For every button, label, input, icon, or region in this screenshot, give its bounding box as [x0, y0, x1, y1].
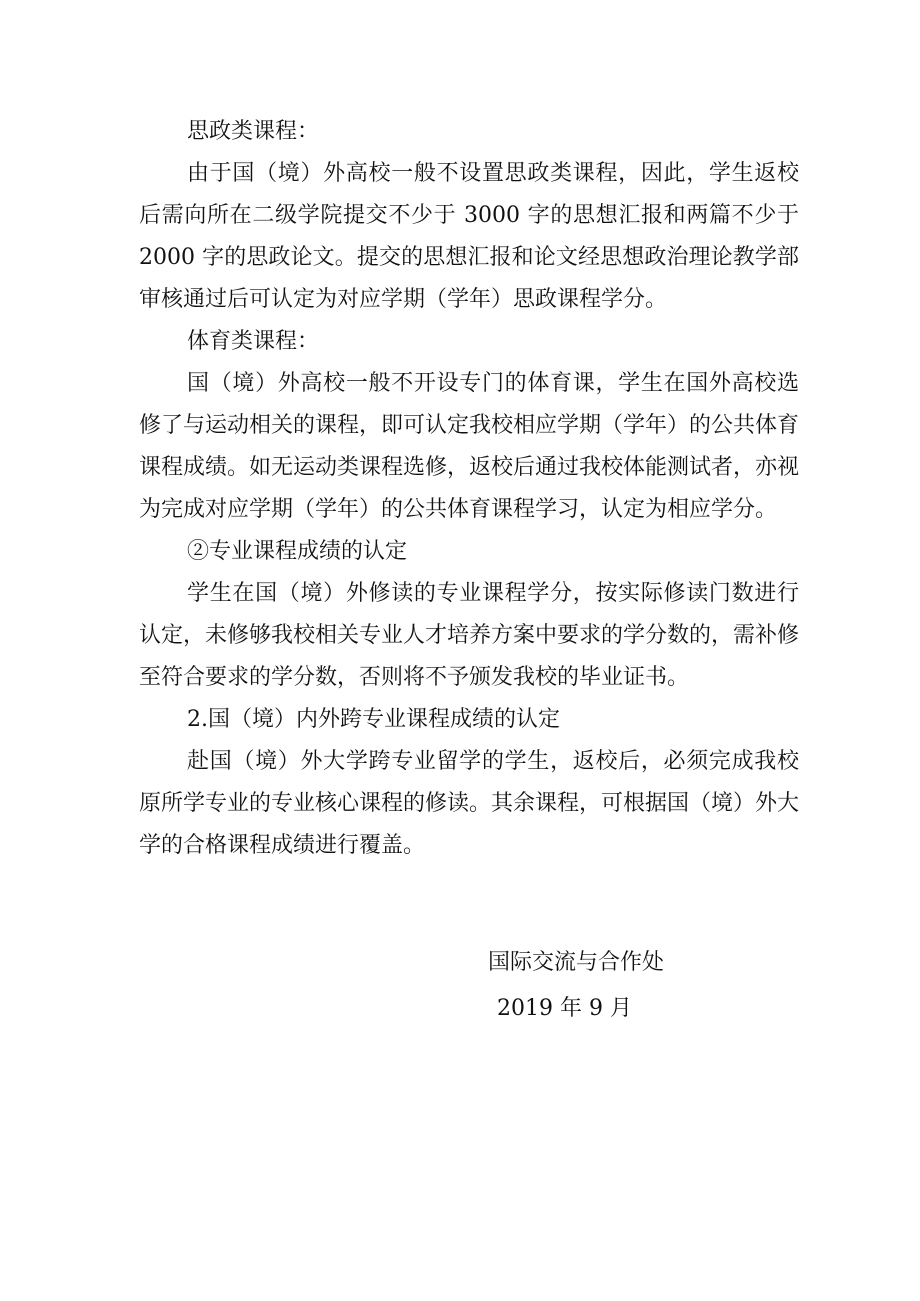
- document-body: [139, 111, 799, 867]
- issue-date: 2019 年 9 月: [497, 996, 632, 1021]
- issuing-office: 国际交流与合作处: [488, 950, 665, 975]
- paragraph-physical-education-credit: 国（境）外高校一般不开设专门的体育课，学生在国外高校选修了与运动相关的课程，即可认定我校相应学期（学年）的公共体育课程成绩。如无运动类课程选修，返校后通过我校体能测试者，亦视为完成对应学期（学年）的公共体育课程学习，认定为相应学分。: [139, 371, 800, 522]
- paragraph-cross-major-course-credit: 赴国（境）外大学跨专业留学的学生，返校后，必须完成我校原所学专业的专业核心课程的修读。其余课程，可根据国（境）外大学的合格课程成绩进行覆盖。: [139, 749, 800, 858]
- paragraph-professional-course-credit: 学生在国（境）外修读的专业课程学分，按实际修读门数进行认定，未修够我校相关专业人才培养方案中要求的学分数的，需补修至符合要求的学分数，否则将不予颁发我校的毕业证书。: [139, 581, 800, 690]
- heading-physical-education-courses: 体育类课程：: [187, 329, 320, 354]
- paragraph-ideological-credit: 由于国（境）外高校一般不设置思政类课程，因此，学生返校后需向所在二级学院提交不少于 3000 字的思想汇报和两篇不少于 2000 字的思政论文。提交的思想汇报和论文经思想政治理论教学部审核通过后可认定为对应学期（学年）思政课程学分。: [139, 161, 799, 312]
- heading-cross-major-course-grade: 2.国（境）内外跨专业课程成绩的认定: [187, 707, 560, 732]
- heading-ideological-courses: 思政类课程：: [187, 119, 320, 144]
- heading-professional-course-grade: ②专业课程成绩的认定: [187, 539, 408, 564]
